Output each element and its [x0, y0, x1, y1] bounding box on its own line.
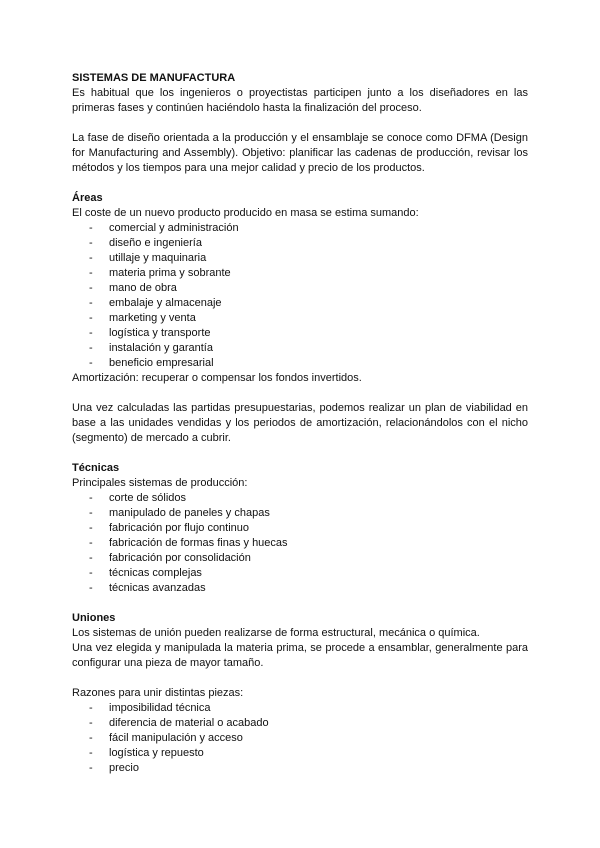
- list-item: - utillaje y maquinaria: [89, 252, 207, 264]
- section-heading-areas: Áreas: [72, 192, 103, 204]
- tecnicas-lead: Principales sistemas de producción:: [72, 477, 248, 489]
- list-item: - fabricación de formas finas y huecas: [89, 537, 288, 549]
- list-item: - precio: [89, 762, 139, 774]
- viabilidad-paragraph: Una vez calculadas las partidas presupuestarias, podemos realizar un plan de viabilidad en base a las unidades vendidas y los periodos de amortización, relacionándolos con el nicho (segmento) de mercado a cubrir.: [72, 402, 528, 444]
- list-item: - embalaje y almacenaje: [89, 297, 222, 309]
- areas-lead: El coste de un nuevo producto producido en masa se estima sumando:: [72, 207, 419, 219]
- document-title: SISTEMAS DE MANUFACTURA: [72, 72, 236, 84]
- list-item: - marketing y venta: [89, 312, 196, 324]
- list-item: - logística y repuesto: [89, 747, 204, 759]
- list-item: - imposibilidad técnica: [89, 702, 211, 714]
- list-item: - fabricación por consolidación: [89, 552, 251, 564]
- intro-paragraph: Es habitual que los ingenieros o proyectistas participen junto a los diseñadores en las primeras fases y continúen haciéndolo hasta la finalización del proceso.: [72, 87, 528, 114]
- uniones-list: [72, 701, 528, 776]
- list-item: - mano de obra: [89, 282, 177, 294]
- list-item: - técnicas avanzadas: [89, 582, 206, 594]
- list-item: - fácil manipulación y acceso: [89, 732, 243, 744]
- uniones-paragraph-2: Una vez elegida y manipulada la materia prima, se procede a ensamblar, generalmente para configurar una pieza de mayor tamaño.: [72, 642, 528, 669]
- list-item: - diferencia de material o acabado: [89, 717, 269, 729]
- list-item: - logística y transporte: [89, 327, 211, 339]
- list-item: - beneficio empresarial: [89, 357, 214, 369]
- list-item: - corte de sólidos: [89, 492, 187, 504]
- amortizacion-paragraph: Amortización: recuperar o compensar los fondos invertidos.: [72, 372, 362, 384]
- list-item: - materia prima y sobrante: [89, 267, 231, 279]
- list-item: - fabricación por flujo continuo: [89, 522, 250, 534]
- list-item: - instalación y garantía: [89, 342, 213, 354]
- list-item: - comercial y administración: [89, 222, 239, 234]
- areas-list: [72, 221, 528, 371]
- list-item: - diseño e ingeniería: [89, 237, 202, 249]
- uniones-lead: Razones para unir distintas piezas:: [72, 687, 244, 699]
- section-heading-tecnicas: Técnicas: [72, 462, 120, 474]
- document-content: [72, 71, 528, 776]
- uniones-paragraph-1: Los sistemas de unión pueden realizarse de forma estructural, mecánica o química.: [72, 627, 480, 639]
- section-heading-uniones: Uniones: [72, 612, 116, 624]
- tecnicas-list: [72, 491, 528, 596]
- list-item: - manipulado de paneles y chapas: [89, 507, 270, 519]
- list-item: - técnicas complejas: [89, 567, 202, 579]
- dfma-paragraph: La fase de diseño orientada a la producción y el ensamblaje se conoce como DFMA (Design for Manufacturing and Assembly). Objetivo: planificar las cadenas de producción, revisar los métodos y los tiempos para una mejor calidad y precio de los productos.: [72, 132, 528, 174]
